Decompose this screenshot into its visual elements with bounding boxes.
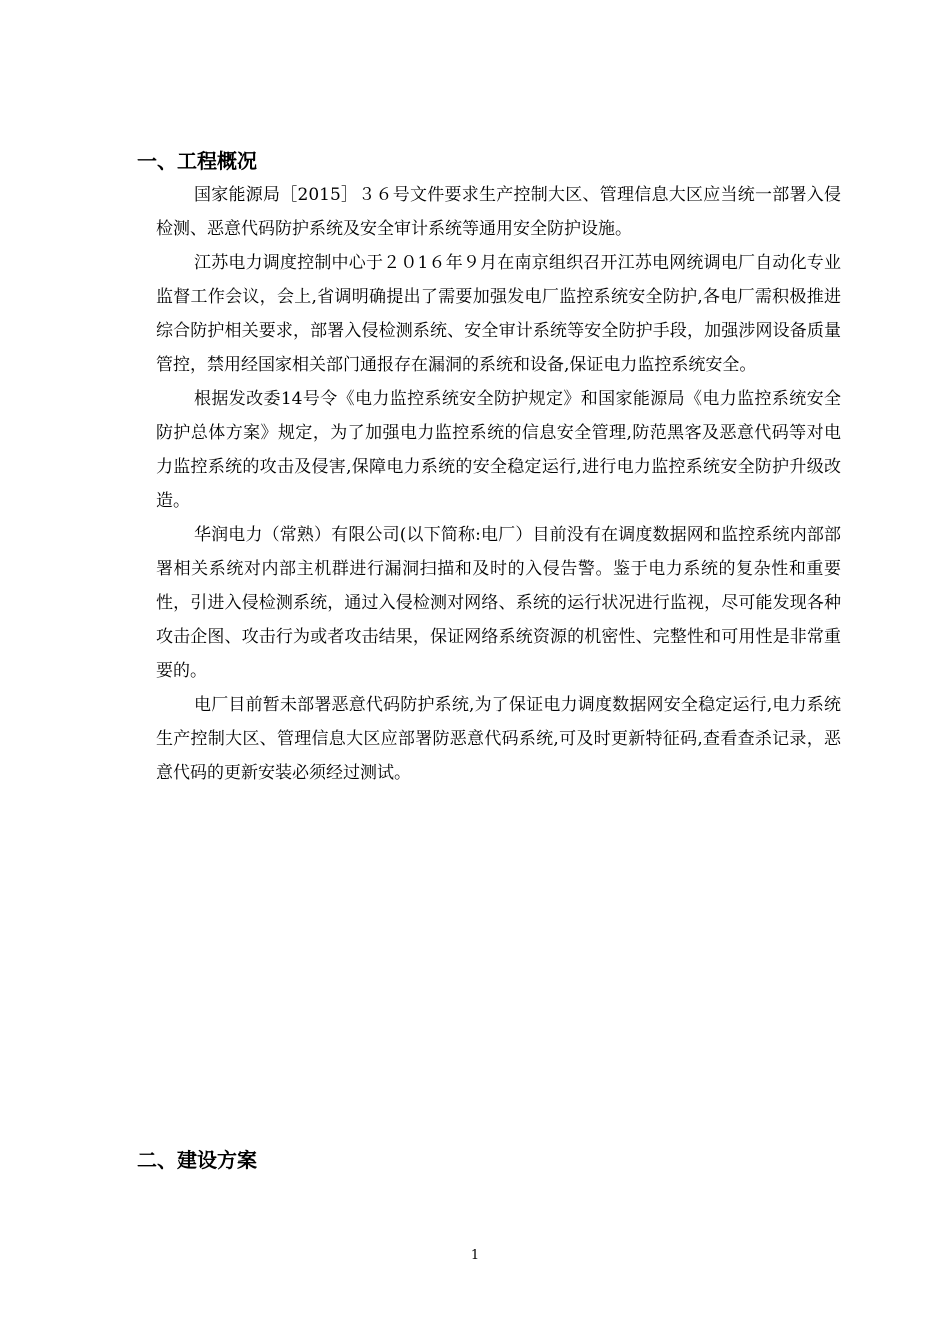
- section-heading-overview: 一、工程概况: [137, 149, 257, 173]
- paragraph: 华润电力（常熟）有限公司(以下简称:电厂）目前没有在调度数据网和监控系统内部部署相关系统对内部主机群进行漏洞扫描和及时的入侵告警。鉴于电力系统的复杂性和重要性，引进入侵检测系统，通过入侵检测对网络、系统的运行状况进行监视，尽可能发现各种攻击企图、攻击行为或者攻击结果，保证网络系统资源的机密性、完整性和可用性是非常重要的。: [156, 525, 841, 681]
- paragraph: 根据发改委14号令《电力监控系统安全防护规定》和国家能源局《电力监控系统安全防护总体方案》规定，为了加强电力监控系统的信息安全管理,防范黑客及恶意代码等对电力监控系统的攻击及侵害,保障电力系统的安全稳定运行,进行电力监控系统安全防护升级改造。: [156, 389, 841, 511]
- paragraph: 江苏电力调度控制中心于２０1６年９月在南京组织召开江苏电网统调电厂自动化专业监督工作会议，会上,省调明确提出了需要加强发电厂监控系统安全防护,各电厂需积极推进综合防护相关要求，部署入侵检测系统、安全审计系统等安全防护手段，加强涉网设备质量管控，禁用经国家相关部门通报存在漏洞的系统和设备,保证电力监控系统安全。: [156, 253, 841, 375]
- section-heading-plan: 二、建设方案: [137, 1148, 257, 1172]
- body-text: [156, 178, 841, 790]
- page-number: 1: [470, 1248, 480, 1263]
- paragraph: 国家能源局［2015］３６号文件要求生产控制大区、管理信息大区应当统一部署入侵检测、恶意代码防护系统及安全审计系统等通用安全防护设施。: [156, 185, 841, 239]
- paragraph: 电厂目前暂未部署恶意代码防护系统,为了保证电力调度数据网安全稳定运行,电力系统生产控制大区、管理信息大区应部署防恶意代码系统,可及时更新特征码,查看查杀记录，恶意代码的更新安装必须经过测试。: [156, 695, 841, 783]
